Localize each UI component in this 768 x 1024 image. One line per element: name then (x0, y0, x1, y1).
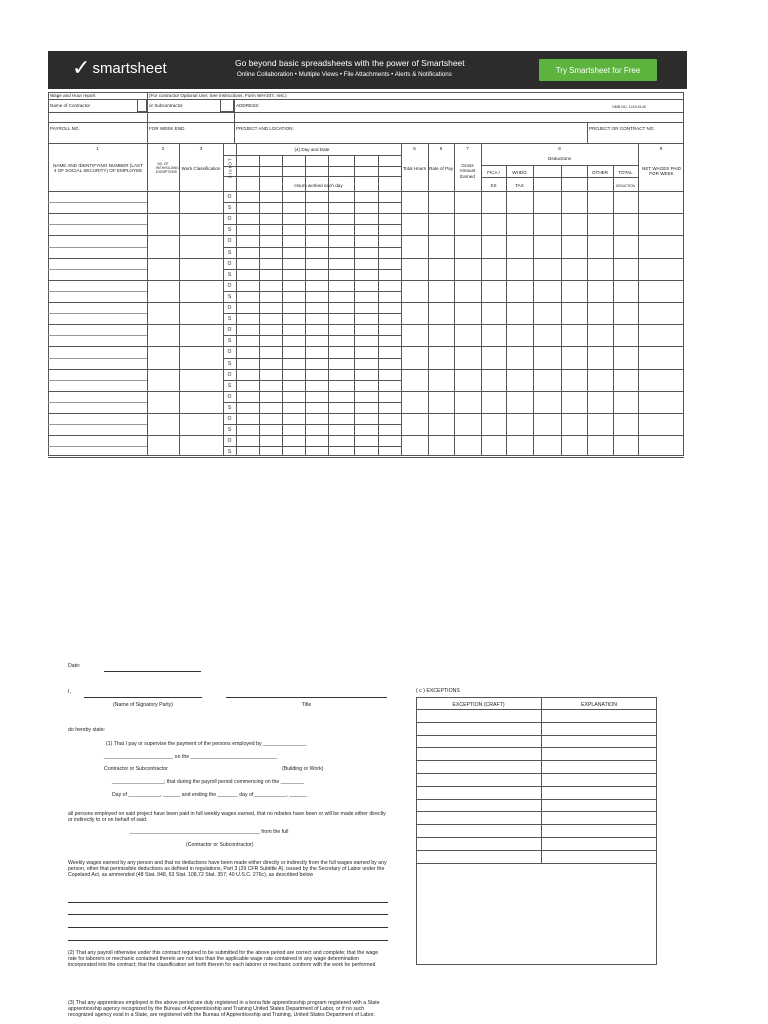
address-label: ADDRESS: (236, 103, 260, 108)
row-divider (48, 213, 684, 214)
row-divider (48, 380, 147, 381)
title-label: Title (301, 702, 312, 708)
row-code: S (227, 205, 232, 211)
col-divider (428, 143, 429, 456)
row-code: O (227, 372, 232, 378)
exception-row[interactable] (416, 747, 657, 748)
try-smartsheet-button[interactable]: Try Smartsheet for Free (539, 59, 657, 81)
row-divider (223, 224, 401, 225)
exception-row[interactable] (416, 811, 657, 812)
row-divider (48, 269, 147, 270)
row-code: O (227, 438, 232, 444)
fica-label: FICA / (487, 170, 500, 175)
exception-row[interactable] (416, 722, 657, 723)
header-bottom (48, 191, 684, 192)
row-code: S (227, 316, 232, 322)
row-divider (223, 446, 401, 447)
row-divider (223, 291, 401, 292)
from-full-line: _____________________________________________ from the full (130, 829, 289, 835)
row-divider (48, 313, 147, 314)
col-number: 3 (199, 146, 203, 151)
logo-text: smartsheet (92, 59, 167, 77)
week-end-label: FOR WEEK END (149, 126, 185, 131)
exception-row[interactable] (416, 824, 657, 825)
description-line[interactable] (68, 914, 388, 915)
row-divider (48, 291, 147, 292)
col1-header: NAME AND IDENTIFYING NUMBER (LAST 4 OF SOCIAL SECURITY) OF EMPLOYEE (53, 163, 143, 174)
row-divider (223, 402, 401, 403)
row-divider (48, 402, 147, 403)
row-code: O (227, 238, 232, 244)
row-code: S (227, 272, 232, 278)
row-divider (48, 224, 147, 225)
row-divider (223, 247, 401, 248)
col7-header: Gross Amount Earned (459, 163, 476, 179)
divider (48, 112, 684, 113)
day-column-divider (259, 155, 260, 456)
row-divider (48, 413, 684, 414)
col-divider (638, 143, 639, 456)
divider (223, 176, 401, 177)
row-code: O (227, 349, 232, 355)
ot-label: S t o r O T (227, 158, 233, 179)
col-divider (179, 143, 180, 456)
col2-header: NO. OF WITHHOLDING EXEMPTIONS (156, 162, 179, 174)
col3-header: Work Classification (181, 166, 221, 171)
description-line[interactable] (68, 927, 388, 928)
row-code: S (227, 383, 232, 389)
deduction-label: DEDUCTION (616, 184, 635, 188)
deductions-label: Deductions (548, 156, 571, 161)
banner-features: Online Collaboration • Multiple Views • File Attachments • Alerts & Notifications (237, 71, 452, 78)
row-code: O (227, 283, 232, 289)
row-code: S (227, 405, 232, 411)
contractor-checkbox[interactable] (137, 99, 147, 112)
row-divider (223, 269, 401, 270)
description-line[interactable] (68, 902, 388, 903)
row-divider (223, 202, 401, 203)
do-hereby-state: do hereby state: (68, 727, 106, 733)
row-code: O (227, 394, 232, 400)
divider (223, 166, 401, 167)
row-divider (223, 380, 401, 381)
row-code: S (227, 449, 232, 455)
row-divider (48, 302, 684, 303)
exception-row[interactable] (416, 786, 657, 787)
tax-label: TAX (515, 183, 524, 188)
other-label: OTHER (591, 170, 609, 175)
col-divider (481, 143, 482, 456)
row-divider (48, 424, 147, 425)
row-divider (48, 346, 684, 347)
exception-row[interactable] (416, 799, 657, 800)
col5-header: Total Hours (402, 166, 427, 171)
row-code: O (227, 216, 232, 222)
divider (48, 143, 684, 144)
smartsheet-logo[interactable] (72, 55, 167, 80)
date-label: Date: (68, 663, 81, 669)
row-divider (223, 424, 401, 425)
row-divider (223, 335, 401, 336)
divider (223, 155, 401, 156)
exception-craft-header: EXCEPTION (CRAFT) (452, 702, 505, 708)
net-wages-label: NET WAGES PAID FOR WEEK (642, 166, 681, 177)
i-label: I, (68, 689, 71, 695)
row-divider (48, 358, 147, 359)
exception-row[interactable] (416, 773, 657, 774)
paragraph-2: (2) That any payroll otherwise under this contract required to be submitted for the above period are correct and complete; that the wage rate for laborers or mechanic contained therein are not less than the applicable wage rate contained in any wage determination incorporated into the contract; that the classification set forth therein for each laborer or mechanic conform with the work he performed (68, 950, 379, 969)
col-number: 9 (659, 146, 663, 151)
row-code: S (227, 227, 232, 233)
row-divider (223, 358, 401, 359)
day-column-divider (354, 155, 355, 456)
divider (234, 99, 235, 143)
row-code: O (227, 194, 232, 200)
row-divider (48, 235, 684, 236)
row-divider (48, 446, 147, 447)
row-divider (48, 280, 684, 281)
building-work-label: (Building or Work) (282, 766, 324, 772)
col-divider (236, 143, 237, 456)
col-number: 1 (96, 146, 99, 151)
exception-row[interactable] (416, 709, 657, 710)
signatory-label: (Name of Signatory Party) (113, 702, 173, 708)
date-line[interactable] (104, 671, 201, 672)
omb-label: OMB NO. 1215-0149 (612, 105, 646, 109)
row-code: O (227, 261, 232, 267)
day-column-divider (328, 155, 329, 456)
report-label: Wage and Hour report (50, 93, 96, 98)
project-contract-label: PROJECT OR CONTRACT NO: (589, 126, 655, 131)
row-code: S (227, 427, 232, 433)
row-divider (48, 435, 684, 436)
subcontractor-checkbox[interactable] (220, 99, 234, 112)
statement-line2: ________________________ on the ______________________________ (104, 754, 278, 760)
row-code: S (227, 250, 232, 256)
project-location-label: PROJECT AND LOCATION: (236, 126, 294, 131)
whdg-label: WHDG (512, 170, 527, 175)
explanation-header: EXPLANATION (581, 702, 617, 708)
col-number: 2 (161, 146, 165, 151)
row-divider (223, 313, 401, 314)
title-line[interactable] (226, 697, 387, 698)
optional-note: (For contractor Optional Use; See Instructions, Form WH-347, Inst.) (149, 93, 287, 98)
col-divider (454, 143, 455, 456)
exception-row[interactable] (416, 760, 657, 761)
divider (481, 165, 638, 166)
col-number: (4) Day and Date (294, 147, 330, 152)
divider (147, 92, 148, 143)
subcontractor-label: or Subcontractor (149, 103, 183, 108)
exceptions-table (416, 697, 657, 965)
payroll-no-label: PAYROLL NO. (50, 126, 80, 131)
signatory-line[interactable] (84, 697, 202, 698)
row-code: S (227, 361, 232, 367)
ss-label: SS (490, 183, 497, 188)
col-number: 5 (413, 146, 416, 151)
exceptions-title: ( c ) EXCEPTIONS (416, 688, 460, 694)
smartsheet-banner (48, 51, 687, 89)
col6-header: Rate of Pay (429, 166, 454, 171)
hours-label: Hours worked each day (294, 183, 343, 188)
contractor-label: Name of Contractor (50, 103, 91, 108)
divider (481, 177, 638, 178)
contractor-sub-label: Contractor or Subcontractor (104, 766, 169, 772)
col-divider (147, 143, 148, 456)
day-column-divider (305, 155, 306, 456)
day-column-divider (282, 155, 283, 456)
exception-row[interactable] (416, 863, 657, 864)
col-number: 7 (466, 146, 469, 151)
checkmark-icon: ✓ (72, 55, 91, 80)
row-divider (48, 202, 147, 203)
exception-row[interactable] (416, 837, 657, 838)
row-code: O (227, 305, 232, 311)
description-line[interactable] (68, 940, 388, 941)
divider (48, 122, 684, 123)
row-divider (48, 247, 147, 248)
row-code: O (227, 416, 232, 422)
day-column-divider (378, 155, 379, 456)
col-number: 6 (439, 146, 443, 151)
row-divider (48, 324, 684, 325)
row-divider (48, 369, 684, 370)
row-code: S (227, 338, 232, 344)
row-divider (48, 258, 684, 259)
paragraph-3: (3) That any apprentices employed in the above period are duly registered in a bona fide apprenticeship program registered with a State apprenticeship agency recognized by the Bureau of Apprenticeship and Training United States Department of Labor, or if no such recognized agency exist in a State, are registered with the Bureau of Apprenticeship and Training, United States Department of Labor. (68, 1000, 380, 1019)
row-code: S (227, 294, 232, 300)
col-number: 8 (558, 146, 561, 151)
divider (587, 122, 588, 143)
exception-row[interactable] (416, 735, 657, 736)
statement-line4: Day of ___________, ______ and ending the _______ day of ___________, ______ (112, 792, 307, 798)
statement-line1: (1) That I pay or supervise the payment of the persons employed by _______________ (106, 741, 307, 747)
row-code: O (227, 327, 232, 333)
exception-row[interactable] (416, 850, 657, 851)
paid-paragraph: all persons employed on said project have been paid in full weekly wages earned, that no rebates have been or will be made either directly or indirectly to or on behalf of said. (68, 811, 386, 824)
row-divider (48, 335, 147, 336)
col-divider (401, 143, 402, 456)
row-divider (48, 391, 684, 392)
contractor-paren: (Contractor or Subcontractor) (186, 842, 254, 848)
weekly-paragraph: Weekly wages earned by any person and that no deductions have been made either directly or indirectly from the full wages earned by any person, other that permissible deductions as defined in regulations, Part 3 (29 CFR Subtitle A), issued by the Secretary of Labor under the Copeland Act, as ammended (48 Stat. 948, 63 Stat. 108,72 Stat. 357; 40 U.S.C. 276c), as described below (68, 860, 387, 879)
row-divider (48, 457, 684, 458)
banner-tagline: Go beyond basic spreadsheets with the power of Smartsheet (235, 58, 465, 68)
statement-line3: __________________; that during the payroll period commencing on the ________ (112, 779, 304, 785)
total-label: TOTAL (618, 170, 633, 175)
